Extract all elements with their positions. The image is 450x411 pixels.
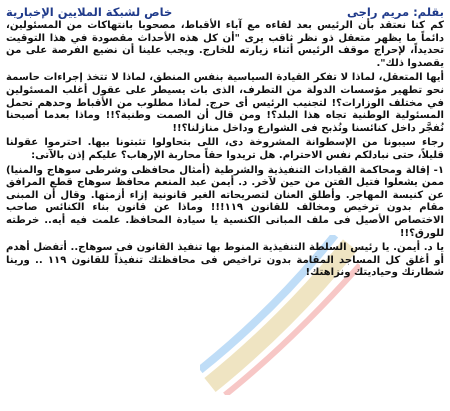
network-exclusive-label: خاص لشبكة الملايين الإخبارية (6, 4, 173, 19)
article-header (6, 3, 444, 20)
author-byline: بقلم: مريم راجى (346, 4, 444, 19)
paragraph-5: يا د. أيمن. يا رئيس السلطة التنفيذية المنوط بها تنفيذ القانون فى سوهاج.. أتفضل أهدم أو أغلق كل المساجد المقامة بدون تراخيص فى محافظتك تنفيذاً للقانون ١١٩ .. ورينا شطارتك وحياديتك ونزاهتك! (6, 242, 445, 279)
paragraph-1: كم كنا نعتقد بأن الرئيس بعد لقاءه مع آباء الأقباط، مصحوبا بانتهاكات من المسئولين، دائماً ما يظهر متعقل ذو نظر ثاقب يرى "أن كل هذه الأحداث مقصودة في هذا التوقيت تحديداً، لإحراج موقف الرئيس أثناء زيارته للخارج. ويجب علينا أن نضيع الفرصة على من يقصدوا ذلك". (6, 20, 444, 69)
paragraph-3: رجاء سيبونا من الإسطوانة المشروخة دى، اللى بتحاولوا تثبتونا بيها. احترموا عقولنا قليلاً، حتى نبادلكم نفس الاحترام. هل تريدوا حقاً محاربة الإرهاب؟ عليكم إذن بالآتى: (6, 137, 444, 161)
paragraph-4: ١- إقالة ومحاكمة القيادات التنفيذية والشرطية (أمثال محافظى وشرطى سوهاج والمنيا) ممن يشعلوا فتيل الفتن من حين لآخر. د. أيمن عبد المنعم محافظ سوهاج قطع المرافق عن كنيسة المهاجر. وأطلق العنان لتصريحاته الغير قانونية إزاء أزمتها. وقال أن المبنى مقام بدون ترخيص ومخالف للقانون ١١٩!!! وماذا عن قانون بناء الكنائس صاحب الاختصاص الأصيل فى ملف المبانى الكنسية يا سيادة المحافظ. علمت فيه أيه.. خرطته للورق؟!! (6, 164, 444, 239)
paragraph-2: أيها المتعقل، لماذا لا تفكر القيادة السياسية بنفس المنطق، لماذا لا تتخذ إجراءات حاسمة نحو تطهير مؤسسات الدولة من التطرف، الذى بات يسيطر على عقول أغلب المسئولين في مختلف الوزارات؟! لتجنيب الرئيس أى حرج. لماذا مطلوب من الأقباط وحدهم تحمل المسئولية الوطنية تجاه هذا البلد؟! ومن قال أن الصمت وطنية؟!! وماذا بعدما أصبحنا نُفجَّر داخل كنائسنا ونُذبح فى الشوارع وداخل منازلنا؟!! (6, 72, 444, 134)
